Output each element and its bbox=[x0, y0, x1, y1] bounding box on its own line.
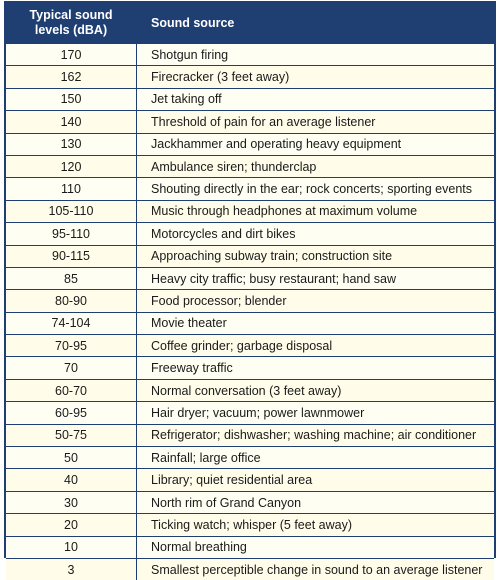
sound-level-cell: 60-70 bbox=[6, 379, 137, 401]
sound-source-cell: Freeway traffic bbox=[137, 357, 495, 379]
sound-source-cell: Shouting directly in the ear; rock concerts; sporting events bbox=[137, 178, 495, 200]
sound-level-cell: 95-110 bbox=[6, 223, 137, 245]
table-row bbox=[6, 335, 494, 357]
table-row bbox=[6, 200, 494, 222]
sound-source-cell: Rainfall; large office bbox=[137, 447, 495, 469]
table-row bbox=[6, 267, 494, 289]
sound-source-cell: Hair dryer; vacuum; power lawnmower bbox=[137, 402, 495, 424]
sound-source-cell: Normal conversation (3 feet away) bbox=[137, 379, 495, 401]
header-row bbox=[6, 3, 494, 44]
sound-level-cell: 140 bbox=[6, 111, 137, 133]
sound-source-cell: Food processor; blender bbox=[137, 290, 495, 312]
sound-level-cell: 120 bbox=[6, 155, 137, 177]
sound-level-cell: 50 bbox=[6, 447, 137, 469]
sound-source-cell: Approaching subway train; construction site bbox=[137, 245, 495, 267]
sound-level-cell: 10 bbox=[6, 536, 137, 558]
table-row bbox=[6, 44, 494, 66]
sound-level-cell: 30 bbox=[6, 491, 137, 513]
sound-level-cell: 70 bbox=[6, 357, 137, 379]
header-sound-level: Typical sound levels (dBA) bbox=[6, 3, 137, 44]
table-row bbox=[6, 379, 494, 401]
sound-level-cell: 3 bbox=[6, 558, 137, 580]
table-row bbox=[6, 133, 494, 155]
table-row bbox=[6, 514, 494, 536]
table-row bbox=[6, 245, 494, 267]
sound-level-cell: 20 bbox=[6, 514, 137, 536]
sound-levels-table bbox=[6, 3, 494, 580]
sound-level-cell: 40 bbox=[6, 469, 137, 491]
table-row bbox=[6, 402, 494, 424]
sound-level-cell: 80-90 bbox=[6, 290, 137, 312]
table-row bbox=[6, 111, 494, 133]
sound-level-cell: 162 bbox=[6, 66, 137, 88]
table-body bbox=[6, 44, 494, 580]
sound-level-cell: 50-75 bbox=[6, 424, 137, 446]
sound-source-cell: Jet taking off bbox=[137, 88, 495, 110]
table-row bbox=[6, 290, 494, 312]
table-row bbox=[6, 357, 494, 379]
table-row bbox=[6, 66, 494, 88]
sound-source-cell: Shotgun firing bbox=[137, 44, 495, 66]
table-row bbox=[6, 223, 494, 245]
sound-source-cell: Library; quiet residential area bbox=[137, 469, 495, 491]
sound-source-cell: Normal breathing bbox=[137, 536, 495, 558]
sound-level-cell: 60-95 bbox=[6, 402, 137, 424]
sound-level-cell: 170 bbox=[6, 44, 137, 66]
table-row bbox=[6, 536, 494, 558]
sound-levels-table-container bbox=[4, 1, 496, 558]
sound-source-cell: Heavy city traffic; busy restaurant; hand saw bbox=[137, 267, 495, 289]
table-header bbox=[6, 3, 494, 44]
sound-level-cell: 150 bbox=[6, 88, 137, 110]
sound-source-cell: Jackhammer and operating heavy equipment bbox=[137, 133, 495, 155]
sound-source-cell: Firecracker (3 feet away) bbox=[137, 66, 495, 88]
table-row bbox=[6, 178, 494, 200]
sound-source-cell: Coffee grinder; garbage disposal bbox=[137, 335, 495, 357]
table-row bbox=[6, 469, 494, 491]
sound-source-cell: Refrigerator; dishwasher; washing machine; air conditioner bbox=[137, 424, 495, 446]
table-row bbox=[6, 88, 494, 110]
sound-level-cell: 70-95 bbox=[6, 335, 137, 357]
sound-source-cell: Ticking watch; whisper (5 feet away) bbox=[137, 514, 495, 536]
sound-level-cell: 130 bbox=[6, 133, 137, 155]
sound-source-cell: North rim of Grand Canyon bbox=[137, 491, 495, 513]
sound-level-cell: 74-104 bbox=[6, 312, 137, 334]
sound-level-cell: 90-115 bbox=[6, 245, 137, 267]
sound-level-cell: 105-110 bbox=[6, 200, 137, 222]
table-row bbox=[6, 312, 494, 334]
sound-source-cell: Movie theater bbox=[137, 312, 495, 334]
table-row bbox=[6, 558, 494, 580]
header-sound-source: Sound source bbox=[137, 3, 495, 44]
table-row bbox=[6, 491, 494, 513]
sound-source-cell: Ambulance siren; thunderclap bbox=[137, 155, 495, 177]
sound-source-cell: Smallest perceptible change in sound to an average listener bbox=[137, 558, 495, 580]
sound-level-cell: 85 bbox=[6, 267, 137, 289]
table-row bbox=[6, 447, 494, 469]
sound-source-cell: Motorcycles and dirt bikes bbox=[137, 223, 495, 245]
table-row bbox=[6, 424, 494, 446]
sound-source-cell: Threshold of pain for an average listener bbox=[137, 111, 495, 133]
sound-source-cell: Music through headphones at maximum volume bbox=[137, 200, 495, 222]
table-row bbox=[6, 155, 494, 177]
sound-level-cell: 110 bbox=[6, 178, 137, 200]
